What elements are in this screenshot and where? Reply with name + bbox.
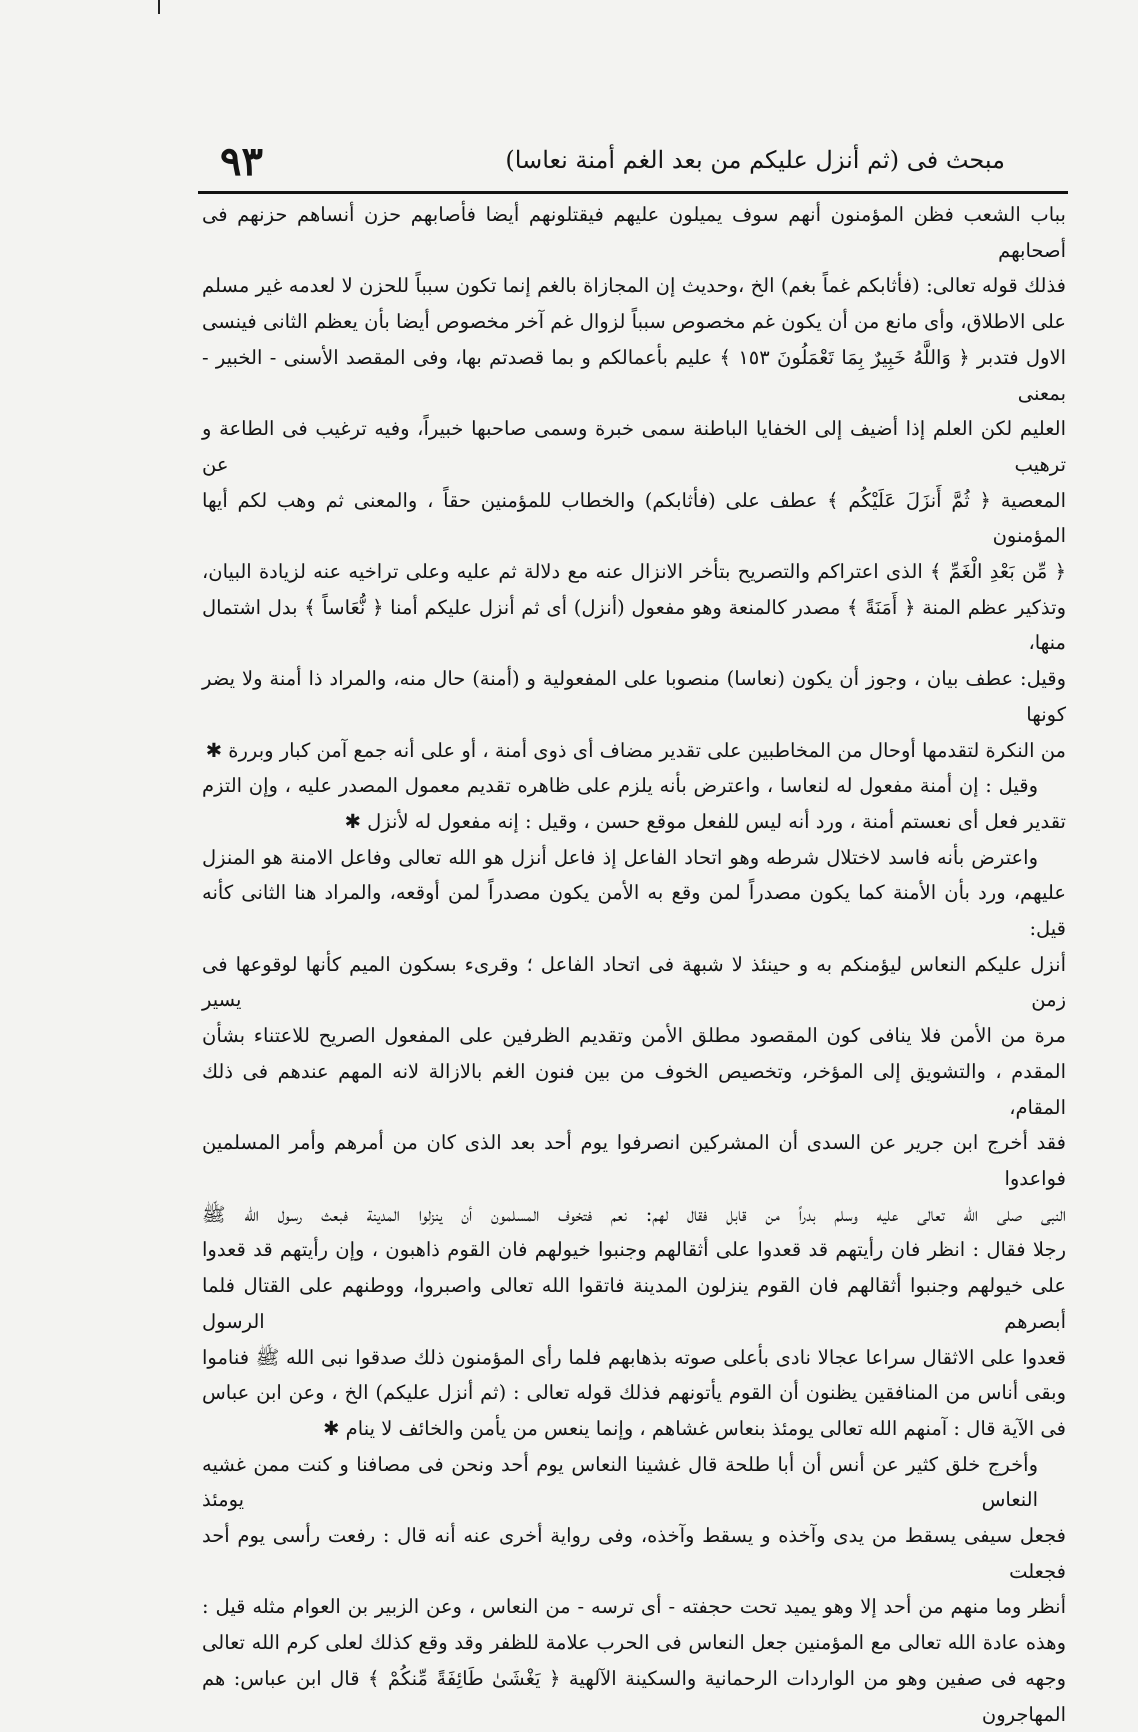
text-line: قعدوا على الاثقال سراعا عجالا نادى بأعلى صوته بذهابهم فلما رأى المؤمنون ذلك صدقوا نبى الله ﷺ فناموا xyxy=(202,1345,1066,1369)
corner-mark xyxy=(158,0,160,14)
text-line: بباب الشعب فظن المؤمنون أنهم سوف يميلون عليهم فيقتلونهم أيضا فأصابهم حزن أنساهم حزنهم فى أصحابهم xyxy=(202,203,1066,262)
text-line: فقد أخرج ابن جرير عن السدى أن المشركين انصرفوا يوم أحد بعد الذى كان من أمرهم وأمر المسلمين فواعدوا xyxy=(202,1131,1066,1190)
text-line: وبقى أناس من المنافقين يظنون أن القوم يأتونهم فذلك قوله تعالى : (ثم أنزل عليكم) الخ ، وعن ابن عباس xyxy=(202,1381,1066,1405)
text-line: على الاطلاق، وأى مانع من أن يكون غم مخصوص سبباً لزوال غم آخر مخصوص أيضا بأن يعظم الثانى فينسى xyxy=(202,310,1066,334)
text-line: مرة من الأمن فلا ينافى كون المقصود مطلق الأمن وتقديم الظرفين على المفعول الصريح للاعتناء بشأن xyxy=(202,1024,1066,1048)
text-line: على خيولهم وجنبوا أثقالهم فان القوم ينزلون المدينة فاتقوا الله تعالى واصبروا، ووطنهم على القتال فلما أبصرهم الرسول xyxy=(202,1274,1066,1333)
text-line: وهذه عادة الله تعالى مع المؤمنين جعل النعاس فى الحرب علامة للظفر وقد وقع كذلك لعلى كرم الله تعالى xyxy=(202,1631,1066,1655)
header-rule xyxy=(198,191,1068,194)
text-line: أنزل عليكم النعاس ليؤمنكم به و حينئذ لا شبهة فى اتحاد الفاعل ؛ وقرىء بسكون الميم كأنها لوقوعها فى زمن يسير xyxy=(202,952,1066,1012)
text-line: وأخرج خلق كثير عن أنس أن أبا طلحة قال غشينا النعاس يوم أحد ونحن فى مصافنا و كنت ممن غشيه النعاس يومئذ xyxy=(202,1452,1038,1512)
text-line: واعترض بأنه فاسد لاختلال شرطه وهو اتحاد الفاعل إذ فاعل أنزل هو الله تعالى وفاعل الامنة هو المنزل xyxy=(202,845,1038,869)
text-line: تقدير فعل أى نعستم أمنة ، ورد أنه ليس للفعل موقع حسن ، وقيل : إنه مفعول له لأنزل ✱ xyxy=(344,809,1066,833)
text-line: فذلك قوله تعالى: (فأثابكم غماً بغم) الخ ،وحديث إن المجازاة بالغم إنما تكون سبباً للحزن لا لعدمه غير مسلم xyxy=(202,274,1066,298)
page-number: ٩٣ xyxy=(220,138,263,185)
text-line: رجلا فقال : انظر فان رأيتهم قد قعدوا على أثقالهم وجنبوا خيولهم فان القوم ذاهبون ، وإن رأيتهم قد قعدوا xyxy=(202,1238,1066,1262)
text-line: من النكرة لتقدمها أوحال من المخاطبين على تقدير مضاف أى ذوى أمنة ، أو على أنه جمع آمن كبار وبررة ✱ xyxy=(205,738,1066,762)
text-line: النبى صلى الله تعالى عليه وسلم بدراً من قابل فقال لهم: نعم فتخوف المسلمون أن ينزلوا المدينة فبعث رسول الله ﷺ xyxy=(202,1202,1066,1226)
text-line: وتذكير عظم المنة ﴿ أَمَنَةً ﴾ مصدر كالمنعة وهو مفعول (أنزل) أى ثم أنزل عليكم أمنا ﴿ نُّعَاساً ﴾ بدل اشتمال منها، xyxy=(202,595,1066,655)
text-line: عليهم، ورد بأن الأمنة كما يكون مصدراً لمن وقع به الأمن يكون مصدراً لمن أوقعه، والمراد هنا الثانى كأنه قيل: xyxy=(202,881,1066,941)
text-line: العليم لكن العلم إذا أضيف إلى الخفايا الباطنة سمى خبرة وسمى صاحبها خبيراً، وفيه ترغيب فى الطاعة و ترهيب عن xyxy=(202,417,1066,476)
text-line: ﴿ مِّن بَعْدِ الْغَمِّ ﴾ الذى اعتراكم والتصريح بتأخر الانزال عنه مع دلالة ثم عليه وعلى تراخيه عنه لزيادة البيان، xyxy=(202,560,1066,584)
body-text xyxy=(202,197,1066,1732)
text-line: فجعل سيفى يسقط من يدى وآخذه و يسقط وآخذه، وفى رواية أخرى عنه أنه قال : رفعت رأسى يوم أحد فجعلت xyxy=(202,1524,1066,1583)
text-line: المقدم ، والتشويق إلى المؤخر، وتخصيص الخوف من بين فنون الغم بالازالة لانه المهم عندهم فى ذلك المقام، xyxy=(202,1059,1066,1119)
text-line: المعصية ﴿ ثُمَّ أَنزَلَ عَلَيْكُم ﴾ عطف على (فأثابكم) والخطاب للمؤمنين حقاً ، والمعنى ثم وهب لكم أيها المؤمنون xyxy=(202,488,1066,548)
page-header xyxy=(200,140,1005,186)
text-line: وجهه فى صفين وهو من الواردات الرحمانية والسكينة الآلهية ﴿ يَغْشَىٰ طَائِفَةً مِّنكُمْ ﴾ قال ابن عباس: هم المهاجرون xyxy=(202,1666,1066,1726)
text-line: أنظر وما منهم من أحد إلا وهو يميد تحت حجفته - أى ترسه - من النعاس ، وعن الزبير بن العوام مثله قيل : xyxy=(202,1595,1066,1619)
text-line: وقيل : إن أمنة مفعول له لنعاسا ، واعترض بأنه يلزم على ظاهره تقديم معمول المصدر عليه ، وإن التزم xyxy=(202,774,1038,798)
running-title: مبحث فى (ثم أنزل عليكم من بعد الغم أمنة نعاسا) xyxy=(505,146,1005,174)
text-line: الاول فتدبر ﴿ وَاللَّهُ خَبِيرٌ بِمَا تَعْمَلُونَ ١٥٣ ﴾ عليم بأعمالكم و بما قصدتم بها، وفى المقصد الأسنى - الخبير - بمعنى xyxy=(202,345,1067,405)
text-line: فى الآية قال : آمنهم الله تعالى يومئذ بنعاس غشاهم ، وإنما ينعس من يأمن والخائف لا ينام ✱ xyxy=(323,1416,1066,1440)
text-line: وقيل: عطف بيان ، وجوز أن يكون (نعاسا) منصوبا على المفعولية و (أمنة) حال منه، والمراد ذا أمنة ولا يضر كونها xyxy=(202,667,1066,726)
